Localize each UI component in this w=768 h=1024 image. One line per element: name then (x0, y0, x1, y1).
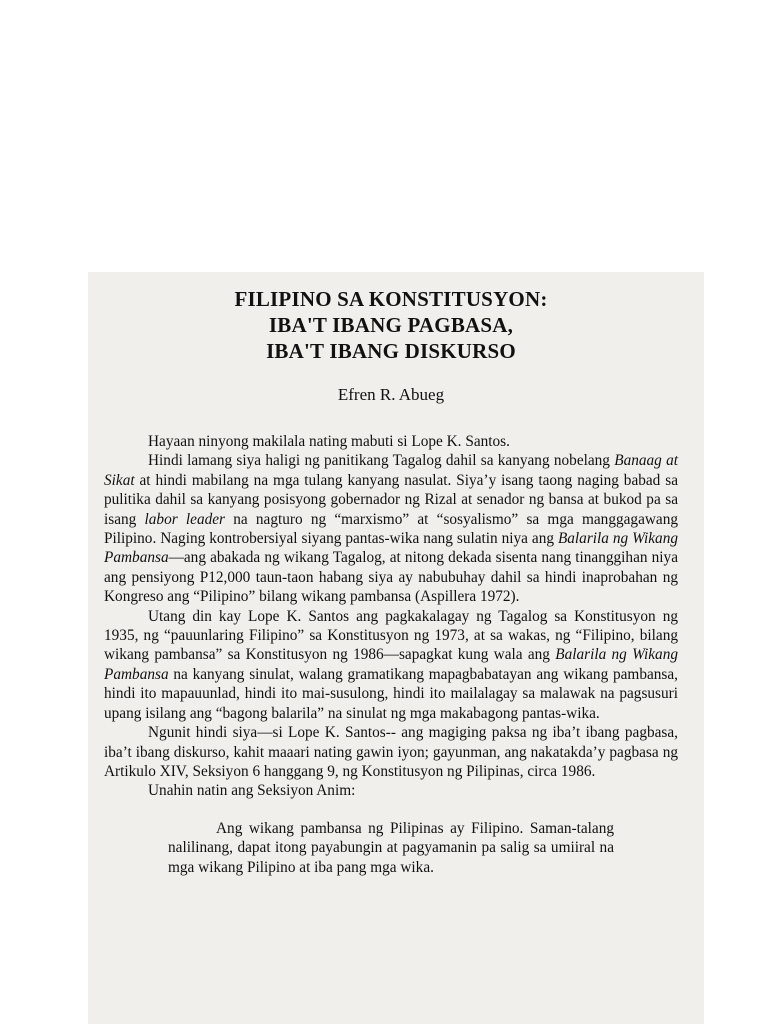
paragraph-3-text-1: Utang din kay Lope K. Santos ang pagkakalagay ng Tagalog sa Konstitusyon ng 1935, ng “pauunlaring Filipino” sa Konstitusyon ng 1973, at sa wakas, ng “Filipino, bilang wikang pambansa” sa Konstitusyon ng 1986—sapagkat kung wala ang (104, 607, 678, 664)
article-body (104, 432, 678, 801)
block-quote (168, 819, 614, 878)
book-title-balarila: Balarila ng Wikang Pambansa (104, 530, 678, 567)
title-line-2: IBA'T IBANG PAGBASA, (268, 313, 514, 337)
paragraph-2-text-4: —ang abakada ng wikang Tagalog, at nitong dekada sisenta nang tinanggihan niya ang pensiyong P12,000 taun-taon habang siya ay nabubuhay dahil sa hindi inaprobahan ng Kongreso ang “Pilipino” bilang wikang pambansa (Aspillera 1972). (104, 549, 678, 606)
paragraph-3-text-2: na kanyang sinulat, walang gramatikang mapagbabatayan ang wikang pambansa, hindi ito mapauunlad, hindi ito mai-susulong, hindi ito mailalagay sa malawak na pagsusuri upang isilang ang “bagong balarila” na sinulat ng mga makabagong pantas-wika. (104, 665, 678, 722)
author-name: Efren R. Abueg (337, 385, 445, 404)
term-labor-leader: labor leader (144, 510, 225, 528)
paragraph-2-text-3: na nagturo ng “marxismo” at “sosyalismo” sa mga manggagawang Pilipino. Naging kontrobersiyal siyang pantas-wika nang sulatin niya ang (104, 510, 678, 548)
book-title-balarila-2: Balarila ng Wikang Pambansa (104, 646, 678, 683)
paragraph-4: Ngunit hindi siya—si Lope K. Santos-- ang magiging paksa ng iba’t ibang pagbasa, iba’t ibang diskurso, kahit maaari nating gawin iyon; gayunman, ang nakatakda’y pagbasa ng Artikulo XIV, Seksiyon 6 hanggang 9, ng Konstitusyon ng Pilipinas, circa 1986. (104, 724, 678, 780)
article-title (104, 286, 678, 364)
paragraph-3 (104, 607, 678, 723)
paragraph-5: Unahin natin ang Seksiyon Anim: (148, 782, 356, 800)
novel-title-banaag-at-sikat: Banaag at Sikat (104, 452, 678, 489)
paragraph-1: Hayaan ninyong makilala nating mabuti si Lope K. Santos. (148, 433, 510, 450)
article-content (104, 286, 678, 878)
title-line-1: FILIPINO SA KONSTITUSYON: (234, 287, 548, 311)
paragraph-2 (104, 451, 678, 606)
quote-text: Ang wikang pambansa ng Pilipinas ay Filipino. Saman-talang nalilinang, dapat itong payabungin at pagyamanin pa salig sa umiiral na mga wikang Pilipino at iba pang mga wika. (168, 819, 614, 876)
paragraph-2-text-1: Hindi lamang siya haligi ng panitikang Tagalog dahil sa kanyang nobelang (148, 452, 615, 470)
paragraph-2-text-2: at hindi mabilang na mga tulang kanyang nasulat. Siya’y isang taong naging babad sa pulitika dahil sa kanyang posisyong gobernador ng Rizal at senador ng bansa at bukod pa sa isang (104, 471, 678, 528)
title-line-3: IBA'T IBANG DISKURSO (266, 339, 516, 363)
